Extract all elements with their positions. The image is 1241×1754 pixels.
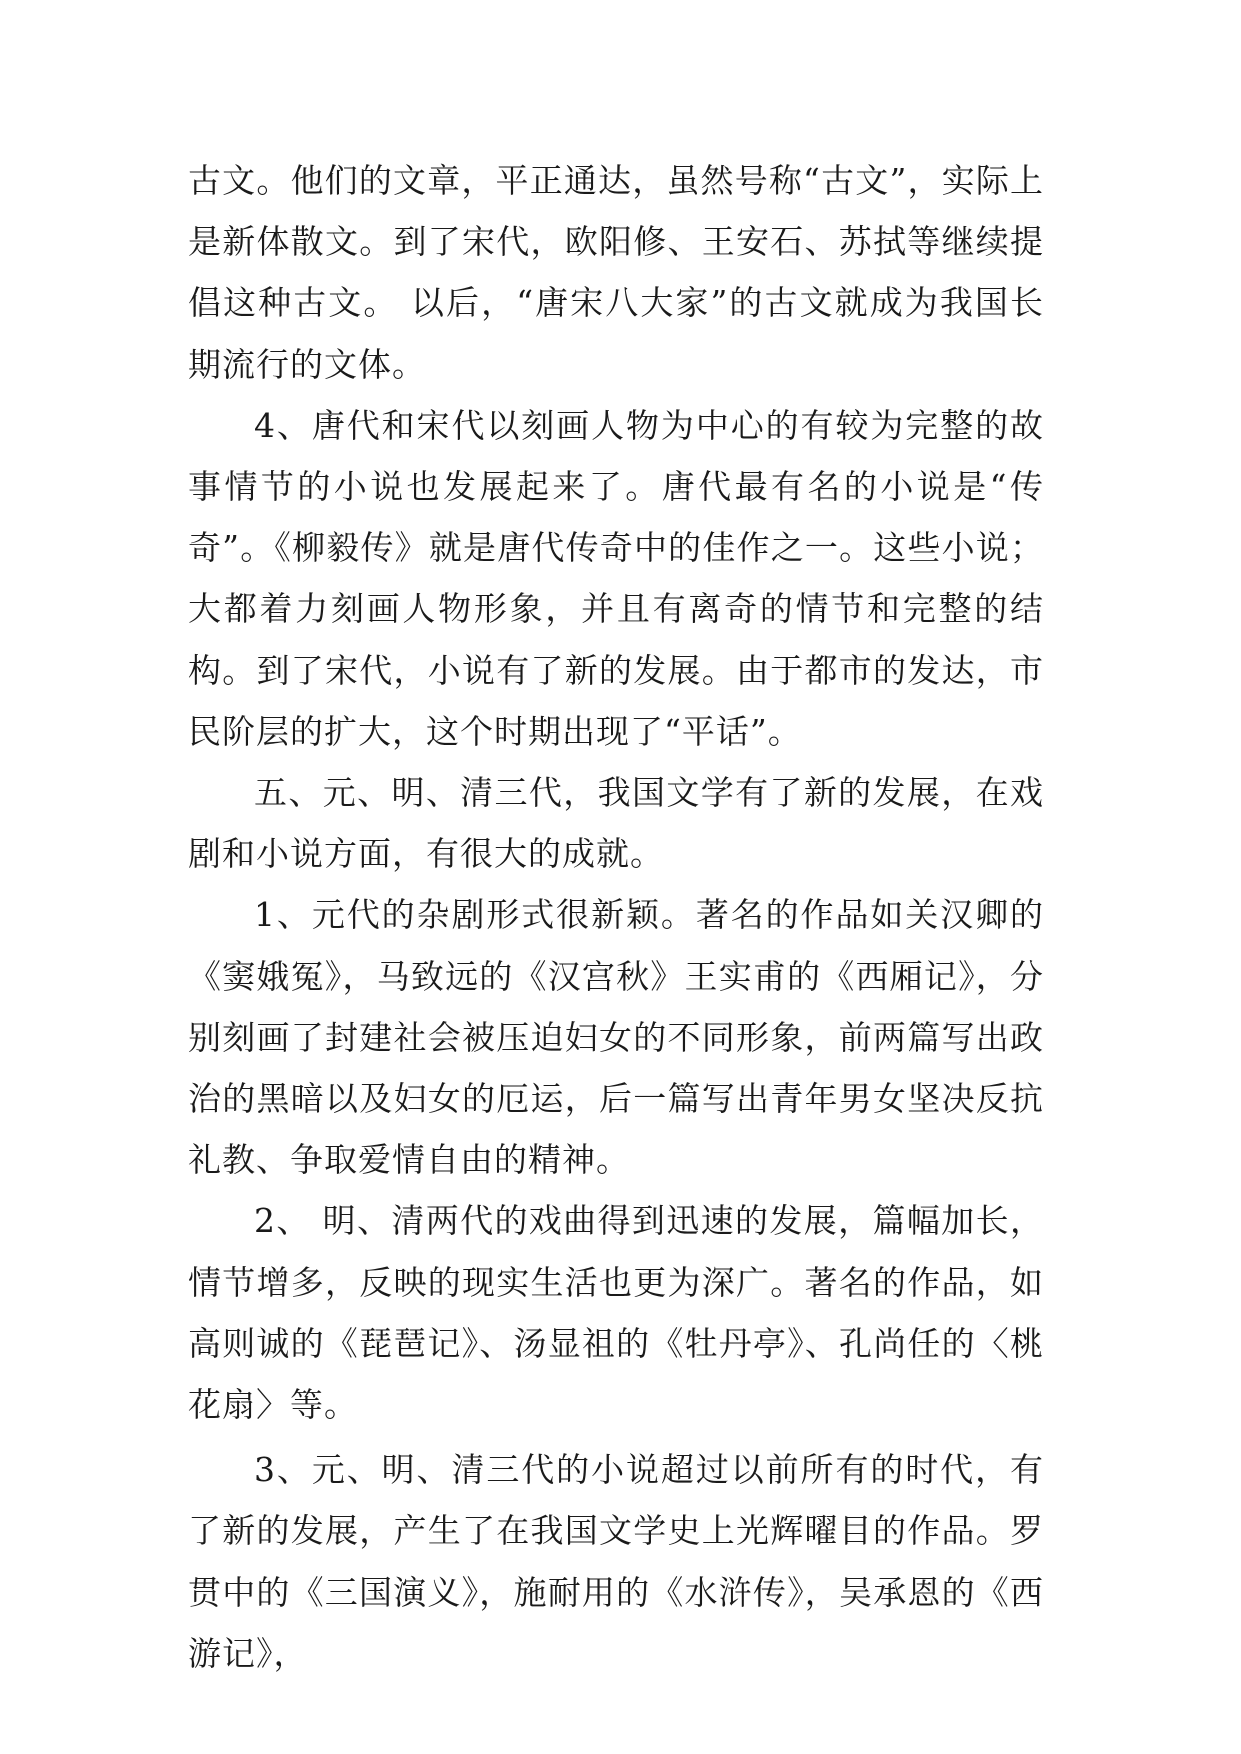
paragraph-ming-qing-drama: 2、 明、清两代的戏曲得到迅速的发展，篇幅加长，情节增多，反映的现实生活也更为深广。著名的作品，如高则诚的《琵琶记》、汤显祖的《牡丹亭》、孔尚任的〈桃花扇〉等。 xyxy=(188,1201,1044,1425)
paragraph-guwen-continuation: 古文。他们的文章，平正通达，虽然号称“古文”，实际上是新体散文。到了宋代，欧阳修、王安石、苏拭等继续提倡这种古文。 以后，“唐宋八大家”的古文就成为我国长期流行的文体。 xyxy=(188,161,1044,384)
paragraph-yuan-ming-qing-novels: 3、元、明、清三代的小说超过以前所有的时代，有了新的发展，产生了在我国文学史上光辉曜目的作品。罗贯中的《三国演义》，施耐用的《水浒传》，吴承恩的《西游记》， xyxy=(188,1450,1044,1673)
document-body xyxy=(188,150,1044,1684)
paragraph-tang-song-novels: 4、唐代和宋代以刻画人物为中心的有较为完整的故事情节的小说也发展起来了。唐代最有名的小说是“传奇”。《柳毅传》就是唐代传奇中的佳作之一。这些小说；大都着力刻画人物形象，并且有离奇的情节和完整的结构。到了宋代，小说有了新的发展。由于都市的发达，市民阶层的扩大，这个时期出现了“平话”。 xyxy=(188,405,1044,751)
paragraph-yuan-ming-qing-heading: 五、元、明、清三代，我国文学有了新的发展，在戏剧和小说方面，有很大的成就。 xyxy=(188,773,1044,874)
paragraph-yuan-zaju: 1、元代的杂剧形式很新颖。著名的作品如关汉卿的《窦娥冤》，马致远的《汉宫秋》王实甫的《西厢记》，分别刻画了封建社会被压迫妇女的不同形象，前两篇写出政治的黑暗以及妇女的厄运，后一篇写出青年男女坚决反抗礼教、争取爱情自由的精神。 xyxy=(188,895,1044,1180)
